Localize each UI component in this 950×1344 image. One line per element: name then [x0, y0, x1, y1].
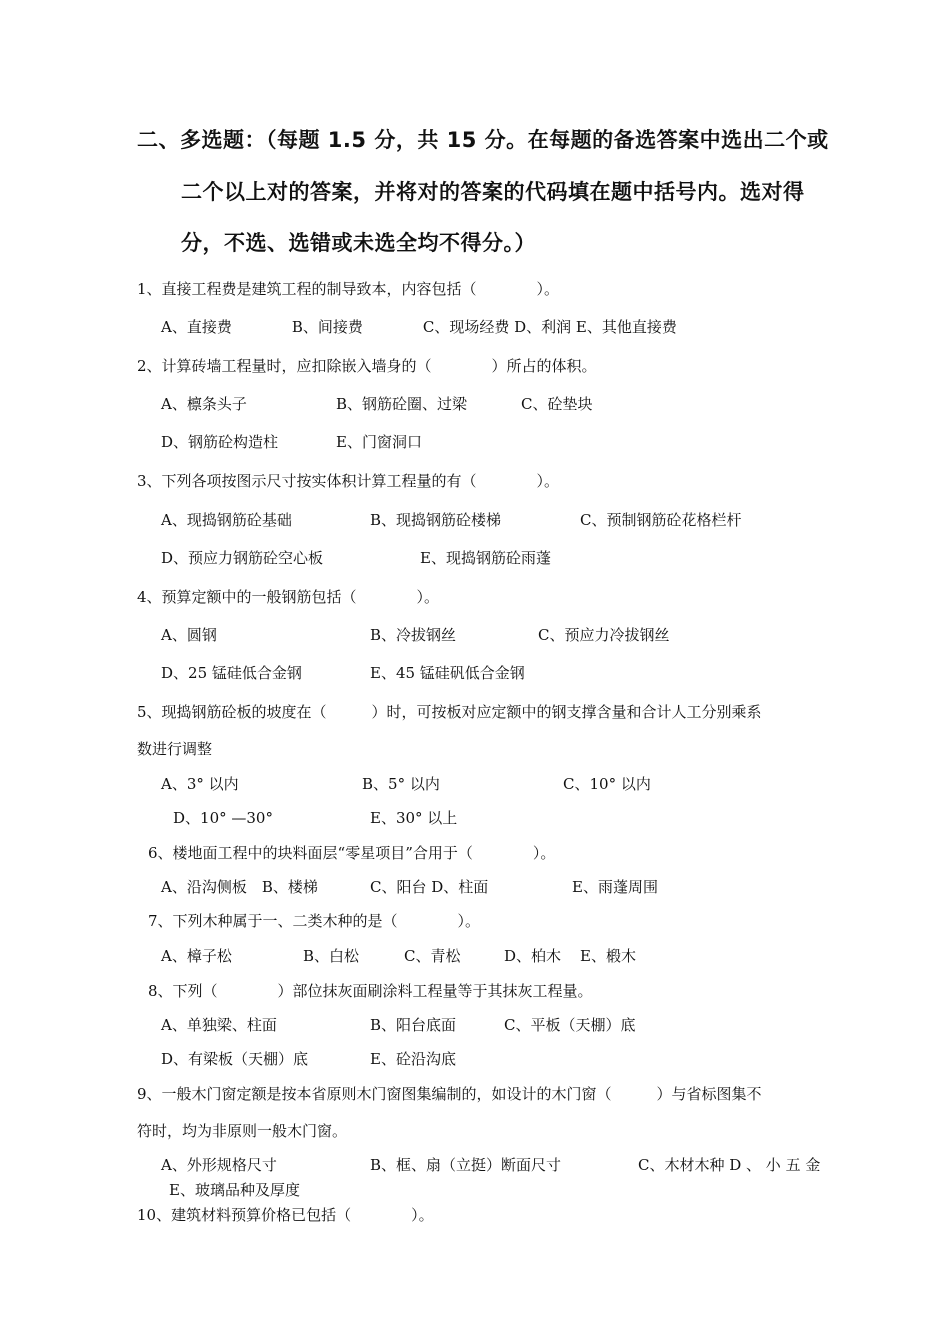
question-2-option-a: A、檩条头子 [161, 395, 247, 413]
question-6-option-e: E、雨蓬周围 [572, 878, 658, 896]
question-5-option-a: A、3° 以内 [161, 775, 239, 793]
question-1-options: A、直接费 B、间接费 C、现场经费 D、利润 E、其他直接费 [161, 318, 677, 336]
question-7-stem: 7、下列木种属于一、二类木种的是（ ）。 [148, 912, 481, 930]
question-8-option-c: C、平板（天棚）底 [504, 1016, 636, 1034]
question-6-options-ab: A、沿沟侧板 B、楼梯 [161, 878, 318, 896]
question-10-stem: 10、建筑材料预算价格已包括（ ）。 [137, 1206, 434, 1224]
question-4-option-a: A、圆钢 [161, 626, 217, 644]
question-9-stem: 9、一般木门窗定额是按本省原则木门窗图集编制的，如设计的木门窗（ ）与省标图集不 [137, 1085, 762, 1103]
question-2-option-c: C、砼垫块 [521, 395, 593, 413]
section-heading-line-3: 分，不选、选错或未选全均不得分。） [181, 231, 536, 255]
question-1-stem: 1、直接工程费是建筑工程的制导致本，内容包括（ ）。 [137, 280, 560, 298]
question-3-stem: 3、下列各项按图示尺寸按实体积计算工程量的有（ ）。 [137, 472, 560, 490]
question-5-option-d: D、10° —30° [173, 809, 273, 827]
question-9-option-b: B、框、扇（立挺）断面尺寸 [370, 1156, 562, 1174]
question-4-option-e: E、45 锰硅矾低合金钢 [370, 664, 525, 682]
question-5-stem: 5、现捣钢筋砼板的坡度在（ ）时，可按板对应定额中的钢支撑含量和合计人工分别乘系 [137, 703, 762, 721]
question-5-option-b: B、5° 以内 [362, 775, 440, 793]
question-2-option-b: B、钢筋砼圈、过梁 [336, 395, 468, 413]
question-8-option-a: A、单独梁、柱面 [161, 1016, 277, 1034]
question-5-option-e: E、30° 以上 [370, 809, 458, 827]
question-6-options-cd: C、阳台 D、柱面 [370, 878, 489, 896]
question-3-option-d: D、预应力钢筋砼空心板 [161, 549, 324, 567]
question-2-stem: 2、计算砖墙工程量时，应扣除嵌入墙身的（ ）所占的体积。 [137, 357, 597, 375]
question-7-option-d: D、柏木 [504, 947, 562, 965]
question-8-option-d: D、有梁板（天棚）底 [161, 1050, 309, 1068]
question-8-option-b: B、阳台底面 [370, 1016, 457, 1034]
question-2-option-d: D、钢筋砼构造柱 [161, 433, 279, 451]
question-3-option-c: C、预制钢筋砼花格栏杆 [580, 511, 742, 529]
question-6-stem: 6、楼地面工程中的块料面层“零星项目”合用于（ ）。 [148, 844, 556, 862]
section-heading-line-1: 二、多选题：（每题 1.5 分，共 15 分。在每题的备选答案中选出二个或 [137, 128, 829, 152]
section-heading-line-2: 二个以上对的答案，并将对的答案的代码填在题中括号内。选对得 [181, 180, 805, 204]
question-7-option-c: C、青松 [404, 947, 461, 965]
question-9-option-a: A、外形规格尺寸 [161, 1156, 277, 1174]
question-9-options-cd: C、木材木种 D 、 小 五 金 [638, 1156, 821, 1174]
question-5-option-c: C、10° 以内 [563, 775, 651, 793]
question-3-option-a: A、现捣钢筋砼基础 [161, 511, 292, 529]
question-3-option-e: E、现捣钢筋砼雨蓬 [420, 549, 551, 567]
question-8-option-e: E、砼沿沟底 [370, 1050, 456, 1068]
question-4-option-b: B、冷拔钢丝 [370, 626, 457, 644]
question-7-option-a: A、樟子松 [161, 947, 232, 965]
question-8-stem: 8、下列（ ）部位抹灰面刷涂料工程量等于其抹灰工程量。 [148, 982, 593, 1000]
question-9-option-e: E、玻璃品种及厚度 [169, 1181, 300, 1199]
question-4-option-c: C、预应力冷拔钢丝 [538, 626, 670, 644]
question-2-option-e: E、门窗洞口 [336, 433, 422, 451]
question-9-stem-continued: 符时，均为非原则一般木门窗。 [137, 1122, 348, 1140]
question-7-option-e: E、椴木 [580, 947, 636, 965]
question-4-stem: 4、预算定额中的一般钢筋包括（ ）。 [137, 588, 440, 606]
question-7-option-b: B、白松 [303, 947, 360, 965]
question-3-option-b: B、现捣钢筋砼楼梯 [370, 511, 502, 529]
question-4-option-d: D、25 锰硅低合金钢 [161, 664, 302, 682]
question-5-stem-continued: 数进行调整 [137, 740, 213, 758]
